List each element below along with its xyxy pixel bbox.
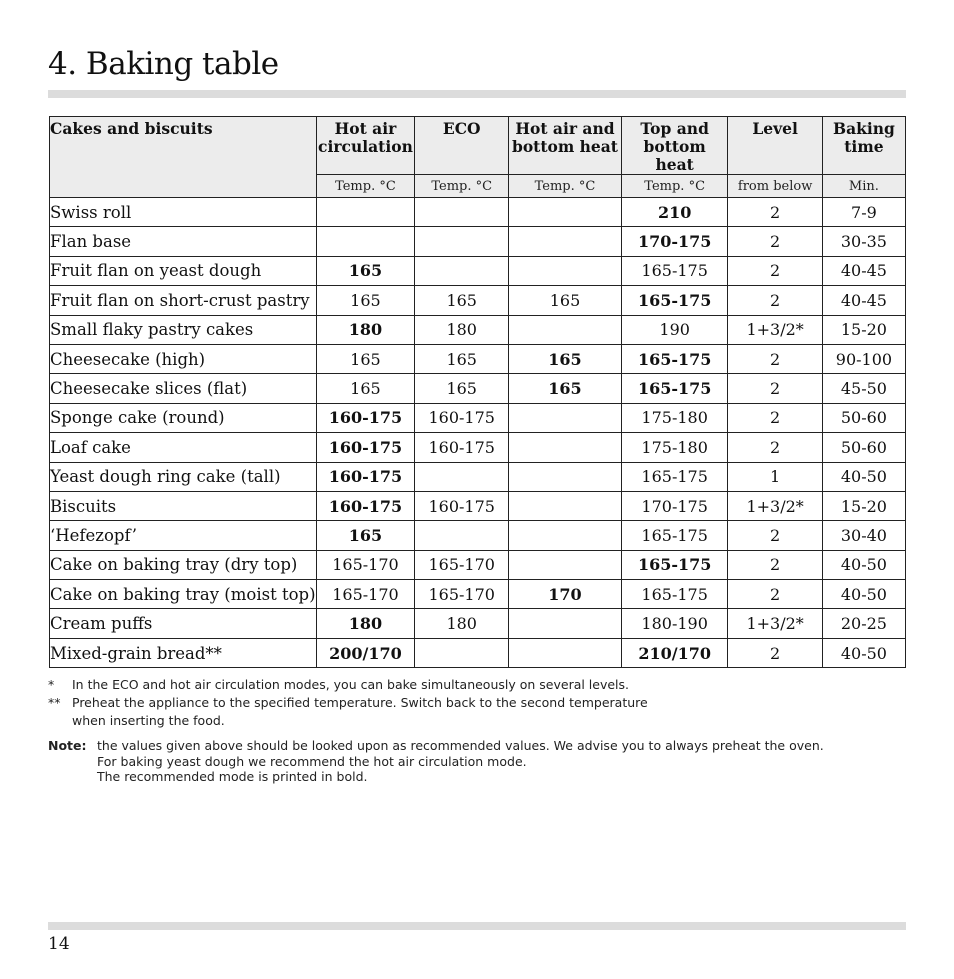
table-row [50, 256, 906, 285]
value-cell: 165 [316, 374, 415, 403]
value-cell: 165 [415, 344, 509, 373]
value-cell: 20-25 [822, 609, 905, 638]
column-header-line: Top and [640, 119, 709, 138]
value-cell: 165-170 [316, 550, 415, 579]
value-cell: 165-175 [621, 286, 728, 315]
note-text [97, 738, 824, 785]
value-cell: 210/170 [621, 638, 728, 667]
value-cell: 165 [316, 286, 415, 315]
table-row [50, 198, 906, 227]
value-cell: 165 [415, 374, 509, 403]
table-row [50, 521, 906, 550]
footnote-mark: * [48, 677, 55, 692]
value-cell [415, 638, 509, 667]
unit-label: Temp. °C [415, 175, 509, 198]
page-title: 4. Baking table [48, 46, 279, 82]
value-cell [509, 550, 622, 579]
table-header-row [50, 117, 906, 175]
value-cell [415, 521, 509, 550]
value-cell [509, 198, 622, 227]
value-cell: 170 [509, 580, 622, 609]
column-header-line: Level [752, 119, 798, 138]
value-cell: 1+3/2* [728, 315, 822, 344]
value-cell [415, 462, 509, 491]
value-cell: 2 [728, 198, 822, 227]
bottom-rule [48, 922, 906, 930]
value-cell: 7-9 [822, 198, 905, 227]
value-cell: 2 [728, 374, 822, 403]
value-cell: 180-190 [621, 609, 728, 638]
value-cell: 180 [316, 609, 415, 638]
table-row [50, 491, 906, 520]
value-cell: 165-175 [621, 462, 728, 491]
value-cell: 165-175 [621, 256, 728, 285]
table-row [50, 286, 906, 315]
value-cell: 175-180 [621, 403, 728, 432]
value-cell: 45-50 [822, 374, 905, 403]
footnote [48, 694, 648, 730]
value-cell: 2 [728, 550, 822, 579]
value-cell [316, 227, 415, 256]
value-cell: 165 [316, 521, 415, 550]
food-name-cell: Yeast dough ring cake (tall) [50, 462, 317, 491]
value-cell [509, 227, 622, 256]
value-cell: 30-40 [822, 521, 905, 550]
value-cell: 50-60 [822, 403, 905, 432]
value-cell [509, 638, 622, 667]
value-cell: 160-175 [415, 433, 509, 462]
value-cell [509, 609, 622, 638]
value-cell: 160-175 [316, 491, 415, 520]
food-name-cell: Sponge cake (round) [50, 403, 317, 432]
value-cell: 2 [728, 227, 822, 256]
value-cell [415, 227, 509, 256]
note-line: For baking yeast dough we recommend the hot air circulation mode. [97, 753, 527, 769]
footnote-text [72, 694, 648, 730]
value-cell: 175-180 [621, 433, 728, 462]
table-row [50, 227, 906, 256]
unit-label: from below [728, 175, 822, 198]
unit-label: Temp. °C [509, 175, 622, 198]
value-cell: 40-45 [822, 256, 905, 285]
value-cell [509, 315, 622, 344]
value-cell [509, 491, 622, 520]
value-cell: 190 [621, 315, 728, 344]
value-cell [316, 198, 415, 227]
value-cell: 2 [728, 580, 822, 609]
value-cell: 2 [728, 638, 822, 667]
food-name-cell: ‘Hefezopf’ [50, 521, 317, 550]
column-header-line: time [844, 137, 884, 156]
value-cell: 2 [728, 256, 822, 285]
food-name-cell: Cheesecake slices (flat) [50, 374, 317, 403]
unit-label: Temp. °C [316, 175, 415, 198]
note-line: The recommended mode is printed in bold. [97, 769, 368, 784]
table-body [50, 198, 906, 668]
food-name-cell: Cake on baking tray (moist top) [50, 580, 317, 609]
column-header [728, 117, 822, 175]
value-cell: 160-175 [415, 491, 509, 520]
table-row [50, 638, 906, 667]
column-header-line: ECO [442, 119, 481, 138]
value-cell: 40-50 [822, 462, 905, 491]
food-name-cell: Loaf cake [50, 433, 317, 462]
value-cell: 1+3/2* [728, 609, 822, 638]
note-line: the values given above should be looked upon as recommended values. We advise you to always preheat the oven. [97, 738, 824, 753]
food-name-cell: Flan base [50, 227, 317, 256]
footnote-line: Preheat the appliance to the specified temperature. Switch back to the second temperature [72, 695, 648, 710]
value-cell: 50-60 [822, 433, 905, 462]
value-cell [509, 521, 622, 550]
value-cell: 170-175 [621, 491, 728, 520]
value-cell: 40-50 [822, 638, 905, 667]
top-rule [48, 90, 906, 98]
value-cell [509, 256, 622, 285]
value-cell: 170-175 [621, 227, 728, 256]
value-cell: 1+3/2* [728, 491, 822, 520]
value-cell: 165-175 [621, 344, 728, 373]
value-cell: 180 [415, 609, 509, 638]
value-cell: 165-175 [621, 550, 728, 579]
food-name-cell: Fruit flan on short-crust pastry [50, 286, 317, 315]
value-cell: 165-170 [415, 580, 509, 609]
footnotes [48, 676, 648, 730]
value-cell: 210 [621, 198, 728, 227]
value-cell: 40-45 [822, 286, 905, 315]
footnote-line: In the ECO and hot air circulation modes, you can bake simultaneously on several levels. [72, 677, 630, 692]
value-cell: 165 [316, 256, 415, 285]
column-header-line: circulation [318, 137, 413, 156]
value-cell [415, 256, 509, 285]
value-cell: 160-175 [316, 462, 415, 491]
column-header [822, 117, 905, 175]
food-name-cell: Cream puffs [50, 609, 317, 638]
note [48, 738, 824, 785]
table-row [50, 580, 906, 609]
table-row [50, 403, 906, 432]
value-cell: 40-50 [822, 580, 905, 609]
column-header-line: bottom heat [643, 137, 706, 174]
column-header-line: Baking [832, 119, 895, 138]
value-cell: 1 [728, 462, 822, 491]
value-cell: 160-175 [415, 403, 509, 432]
column-header [509, 117, 622, 175]
column-header-line: Hot air and [515, 119, 615, 138]
note-label: Note: [48, 738, 87, 753]
footnote-mark: ** [48, 695, 61, 710]
food-name-cell: Fruit flan on yeast dough [50, 256, 317, 285]
table-row [50, 315, 906, 344]
value-cell: 2 [728, 433, 822, 462]
food-name-cell: Cake on baking tray (dry top) [50, 550, 317, 579]
value-cell [509, 433, 622, 462]
table-row [50, 344, 906, 373]
value-cell: 165-170 [415, 550, 509, 579]
baking-table [49, 116, 906, 668]
food-name-cell: Small flaky pastry cakes [50, 315, 317, 344]
table-units-row [50, 175, 906, 198]
value-cell: 200/170 [316, 638, 415, 667]
value-cell: 165 [509, 286, 622, 315]
value-cell: 165-170 [316, 580, 415, 609]
page-number: 14 [48, 934, 70, 954]
table-row [50, 550, 906, 579]
units-blank-cell [50, 175, 317, 198]
value-cell: 2 [728, 403, 822, 432]
food-name-cell: Mixed-grain bread** [50, 638, 317, 667]
value-cell: 165 [509, 344, 622, 373]
value-cell: 165-175 [621, 580, 728, 609]
food-name-cell: Cheesecake (high) [50, 344, 317, 373]
value-cell: 165 [316, 344, 415, 373]
value-cell: 2 [728, 344, 822, 373]
value-cell: 160-175 [316, 403, 415, 432]
value-cell: 165-175 [621, 521, 728, 550]
table-row [50, 609, 906, 638]
table-row [50, 433, 906, 462]
value-cell [509, 462, 622, 491]
column-header [316, 117, 415, 175]
table-row [50, 462, 906, 491]
footnote-line: when inserting the food. [72, 713, 225, 728]
value-cell: 165 [509, 374, 622, 403]
value-cell: 165 [415, 286, 509, 315]
value-cell: 180 [316, 315, 415, 344]
unit-label: Temp. °C [621, 175, 728, 198]
value-cell [415, 198, 509, 227]
column-header [621, 117, 728, 175]
value-cell [509, 403, 622, 432]
column-header-line: bottom heat [511, 137, 618, 156]
value-cell: 165-175 [621, 374, 728, 403]
column-header [415, 117, 509, 175]
value-cell: 30-35 [822, 227, 905, 256]
value-cell: 15-20 [822, 315, 905, 344]
value-cell: 40-50 [822, 550, 905, 579]
value-cell: 180 [415, 315, 509, 344]
value-cell: 15-20 [822, 491, 905, 520]
food-name-cell: Biscuits [50, 491, 317, 520]
unit-label: Min. [822, 175, 905, 198]
value-cell: 2 [728, 521, 822, 550]
footnote [48, 676, 648, 694]
column-header-line: Cakes and biscuits [50, 119, 213, 138]
value-cell: 90-100 [822, 344, 905, 373]
value-cell: 2 [728, 286, 822, 315]
value-cell: 160-175 [316, 433, 415, 462]
table-row [50, 374, 906, 403]
column-header-line: Hot air [334, 119, 397, 138]
food-name-cell: Swiss roll [50, 198, 317, 227]
footnote-text [72, 676, 629, 694]
column-header [50, 117, 317, 175]
